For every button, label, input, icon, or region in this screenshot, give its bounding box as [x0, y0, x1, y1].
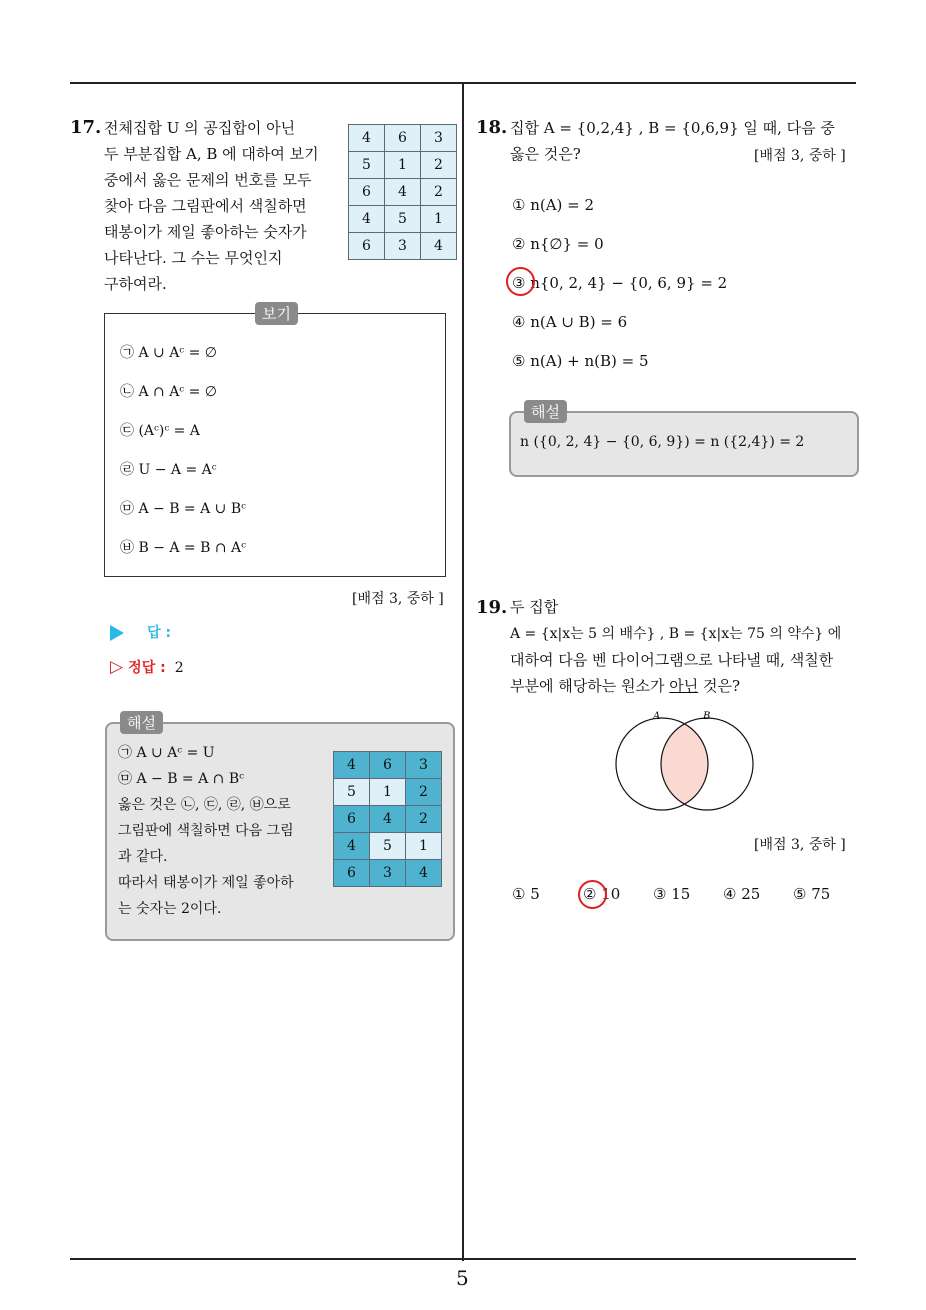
question-17-text [104, 115, 319, 297]
haesul-line: ㉠ A ∪ Aᶜ = U [118, 745, 215, 761]
haesul-line: 그림판에 색칠하면 다음 그림 [118, 823, 294, 839]
haesul-line: ㉤ A − B = A ∩ Bᶜ [118, 771, 244, 787]
answer-label: 답 : [147, 625, 172, 641]
bogi-items [120, 342, 246, 576]
question-17-number: 17. [70, 117, 102, 138]
grid-row [349, 125, 457, 152]
grid-cell: 4 [385, 179, 421, 206]
grid-cell: 5 [349, 152, 385, 179]
venn-label-b: B [703, 711, 711, 722]
grid-cell-shaded: 4 [406, 860, 442, 887]
number-grid [348, 124, 457, 260]
selected-answer-circle [578, 880, 607, 909]
q19-choice-1[interactable]: ① 5 [512, 885, 540, 903]
grid-cell: 6 [349, 179, 385, 206]
play-arrow-icon [110, 625, 124, 641]
haesul-text-18: n ({0, 2, 4} − {0, 6, 9}) = n ({2,4}) = 2 [520, 434, 805, 450]
question-19-score: [배점 3, 중하 ] [754, 837, 846, 853]
grid-row [334, 806, 442, 833]
grid-cell-shaded: 6 [370, 752, 406, 779]
question-17-line: 태봉이가 제일 좋아하는 숫자가 [104, 223, 307, 241]
grid-row [334, 833, 442, 860]
grid-cell-shaded: 4 [334, 833, 370, 860]
column-divider [462, 84, 464, 1261]
bogi-item: ㉡ A ∩ Aᶜ = ∅ [120, 384, 217, 400]
grid-cell-shaded: 2 [406, 779, 442, 806]
grid-cell: 1 [421, 206, 457, 233]
haesul-line: 과 같다. [118, 849, 168, 865]
grid-cell: 3 [421, 125, 457, 152]
q18-choice-5[interactable]: ⑤ n(A) + n(B) = 5 [512, 352, 649, 370]
question-19-title: 두 집합 [510, 598, 559, 616]
question-19-line2: 대하여 다음 벤 다이어그램으로 나타낼 때, 색칠한 [510, 651, 834, 669]
question-17-line: 나타난다. 그 수는 무엇인지 [104, 249, 283, 267]
haesul-label-17: 해설 [120, 711, 163, 734]
haesul-label-18: 해설 [524, 400, 567, 423]
grid-cell-shaded: 2 [406, 806, 442, 833]
outline-arrow-icon: ▷ [110, 657, 124, 677]
grid-cell: 1 [406, 833, 442, 860]
grid-row [349, 152, 457, 179]
page-number: 5 [456, 1266, 469, 1290]
grid-cell: 4 [421, 233, 457, 260]
q19-choice-5[interactable]: ⑤ 75 [793, 885, 831, 903]
grid-row [349, 179, 457, 206]
grid-cell: 5 [370, 833, 406, 860]
q18-choice-4[interactable]: ④ n(A ∪ B) = 6 [512, 313, 628, 331]
grid-cell: 2 [421, 152, 457, 179]
bogi-item: ㉥ B − A = B ∩ Aᶜ [120, 540, 246, 556]
question-17-score: [배점 3, 중하 ] [352, 591, 444, 607]
q19-choice-3[interactable]: ③ 15 [653, 885, 691, 903]
bogi-item: ㉣ U − A = Aᶜ [120, 462, 217, 478]
haesul-line: 옳은 것은 ㉡, ㉢, ㉣, ㉥으로 [118, 797, 291, 813]
question-19-line3 [510, 673, 740, 699]
bottom-rule [70, 1258, 856, 1260]
q19-choice-2[interactable]: ② 10 [583, 885, 621, 903]
venn-diagram [605, 705, 765, 815]
bogi-label: 보기 [255, 302, 298, 325]
question-17-line: 구하여라. [104, 275, 167, 293]
grid-cell: 5 [334, 779, 370, 806]
correct-value: 2 [174, 660, 184, 676]
question-17-line: 전체집합 U 의 공집합이 아닌 [104, 119, 296, 137]
question-19-underlined: 아닌 [669, 677, 699, 695]
grid-cell: 3 [385, 233, 421, 260]
haesul-line: 는 숫자는 2이다. [118, 901, 222, 917]
grid-row [334, 779, 442, 806]
venn-label-a: A [653, 711, 661, 722]
grid-cell-shaded: 4 [334, 752, 370, 779]
grid-cell: 4 [349, 206, 385, 233]
grid-cell: 1 [370, 779, 406, 806]
grid-row [334, 752, 442, 779]
question-17-line: 찾아 다음 그림판에서 색칠하면 [104, 197, 307, 215]
grid-cell: 6 [349, 233, 385, 260]
correct-answer-row [110, 657, 184, 677]
grid-cell: 5 [385, 206, 421, 233]
question-19-line3-pre: 부분에 해당하는 원소가 [510, 677, 670, 695]
question-17-line: 중에서 옳은 문제의 번호를 모두 [104, 171, 312, 189]
question-19-line1: A = {x|x는 5 의 배수} , B = {x|x는 75 의 약수} 에 [510, 626, 842, 642]
question-18-line1: 집합 A = {0,2,4} , B = {0,6,9} 일 때, 다음 중 [510, 119, 835, 137]
q18-choice-3[interactable]: ③ n{0, 2, 4} − {0, 6, 9} = 2 [512, 274, 728, 292]
selected-answer-circle [506, 267, 535, 296]
grid-cell-shaded: 6 [334, 860, 370, 887]
question-17-line: 두 부분집합 A, B 에 대하여 보기 [104, 145, 319, 163]
grid-row [349, 233, 457, 260]
grid-row [334, 860, 442, 887]
grid-row [349, 206, 457, 233]
haesul-line: 따라서 태봉이가 제일 좋아하 [118, 875, 294, 891]
grid-cell-shaded: 4 [370, 806, 406, 833]
q18-choice-1[interactable]: ① n(A) = 2 [512, 196, 595, 214]
correct-label: 정답 : [128, 660, 166, 676]
grid-cell-shaded: 3 [406, 752, 442, 779]
question-19-number: 19. [476, 597, 508, 618]
grid-cell: 6 [385, 125, 421, 152]
answer-row [110, 622, 171, 642]
grid-cell: 4 [349, 125, 385, 152]
grid-cell: 2 [421, 179, 457, 206]
question-19-line3-post: 것은? [698, 677, 740, 695]
question-18-number: 18. [476, 117, 508, 138]
bogi-item: ㉢ (Aᶜ)ᶜ = A [120, 423, 200, 439]
bogi-item: ㉠ A ∪ Aᶜ = ∅ [120, 345, 217, 361]
q19-choice-4[interactable]: ④ 25 [723, 885, 761, 903]
question-18-score: [배점 3, 중하 ] [754, 148, 846, 164]
grid-cell: 1 [385, 152, 421, 179]
bogi-item: ㉤ A − B = A ∪ Bᶜ [120, 501, 246, 517]
question-18-line2: 옳은 것은? [510, 145, 581, 163]
grid-cell-shaded: 6 [334, 806, 370, 833]
q18-choice-2[interactable]: ② n{∅} = 0 [512, 235, 604, 253]
colored-grid [333, 751, 442, 887]
grid-cell-shaded: 3 [370, 860, 406, 887]
haesul-text-17 [118, 740, 294, 922]
